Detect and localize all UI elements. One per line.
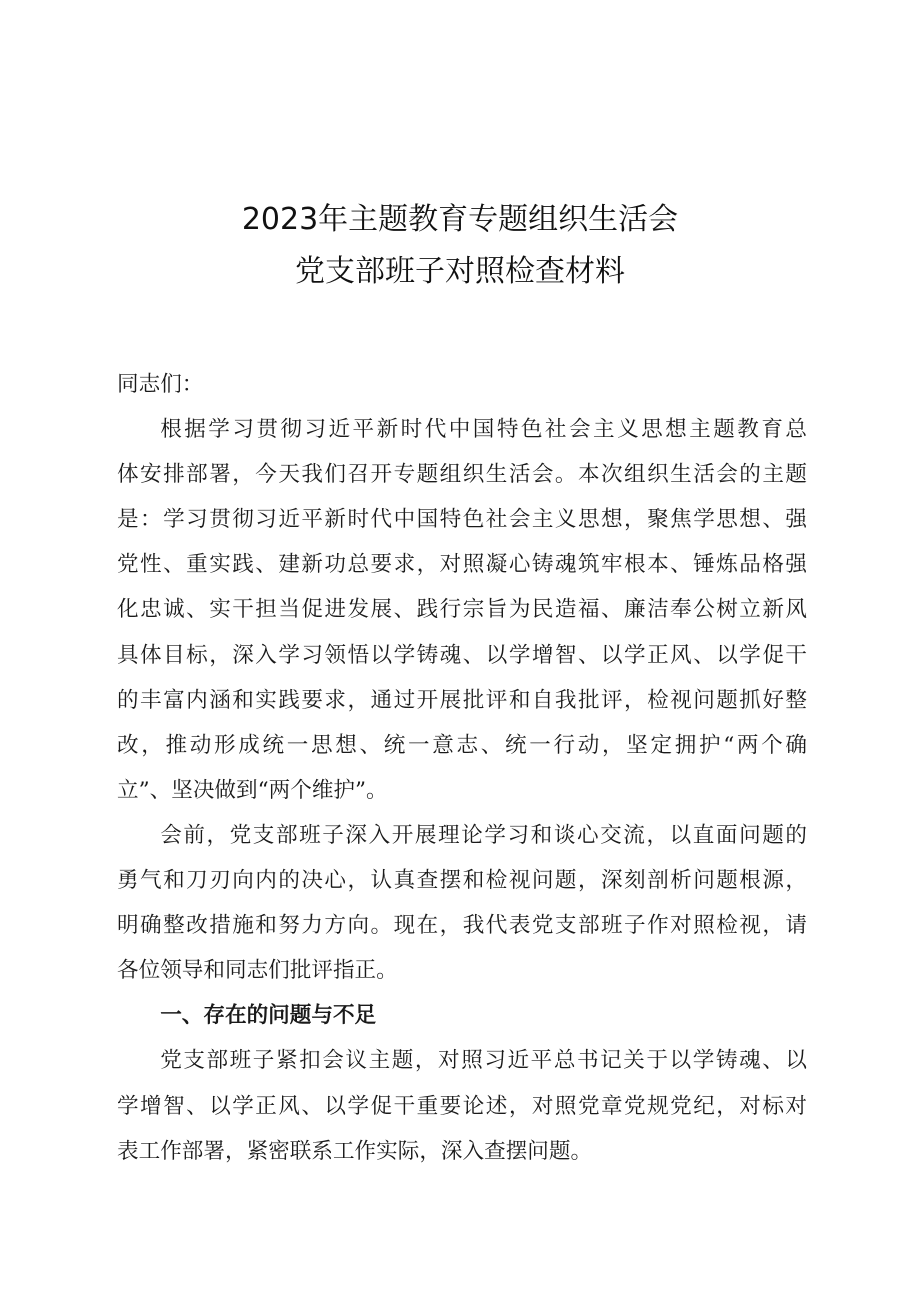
section-heading: 一、存在的问题与不足 — [160, 1003, 377, 1029]
paragraph-line: 党性、重实践、建新功总要求，对照凝心铸魂筑牢根本、锤炼品格强 — [117, 552, 807, 578]
paragraph-line: 明确整改措施和努力方向。现在，我代表党支部班子作对照检视，请 — [117, 913, 807, 939]
paragraph-line: 立”、坚决做到“两个维护”。 — [117, 777, 388, 803]
document-body — [117, 362, 807, 1174]
title-line-1: 2023年主题教育专题组织生活会 — [241, 202, 679, 237]
salutation — [117, 362, 807, 407]
paragraph-line: 勇气和刀刃向内的决心，认真查摆和检视问题，深刻剖析问题根源， — [117, 868, 807, 894]
paragraph-line: 党支部班子紧扣会议主题，对照习近平总书记关于以学铸魂、以 — [160, 1048, 807, 1074]
paragraph-line: 的丰富内涵和实践要求，通过开展批评和自我批评，检视问题抓好整 — [117, 687, 807, 713]
title-line-2: 党支部班子对照检查材料 — [295, 254, 625, 289]
paragraph-line: 改，推动形成统一思想、统一意志、统一行动，坚定拥护“两个确 — [117, 732, 807, 758]
paragraph-line: 具体目标，深入学习领悟以学铸魂、以学增智、以学正风、以学促干 — [117, 642, 807, 668]
paragraph-preparation — [117, 813, 807, 993]
paragraph-line: 学增智、以学正风、以学促干重要论述，对照党章党规党纪，对标对 — [117, 1093, 807, 1119]
paragraph-line: 体安排部署，今天我们召开专题组织生活会。本次组织生活会的主题 — [117, 462, 807, 488]
document-title — [0, 194, 920, 298]
paragraph-line: 会前，党支部班子深入开展理论学习和谈心交流，以直面问题的 — [160, 822, 807, 848]
paragraph-section-one — [117, 1038, 807, 1173]
paragraph-line: 化忠诚、实干担当促进发展、践行宗旨为民造福、廉洁奉公树立新风 — [117, 597, 807, 623]
paragraph-line: 根据学习贯彻习近平新时代中国特色社会主义思想主题教育总 — [160, 417, 807, 443]
salutation-text: 同志们： — [117, 372, 204, 397]
paragraph-line: 各位领导和同志们批评指正。 — [117, 958, 398, 984]
paragraph-line: 是：学习贯彻习近平新时代中国特色社会主义思想，聚焦学思想、强 — [117, 507, 807, 533]
paragraph-intro — [117, 407, 807, 813]
paragraph-line: 表工作部署，紧密联系工作实际，深入查摆问题。 — [117, 1138, 593, 1164]
